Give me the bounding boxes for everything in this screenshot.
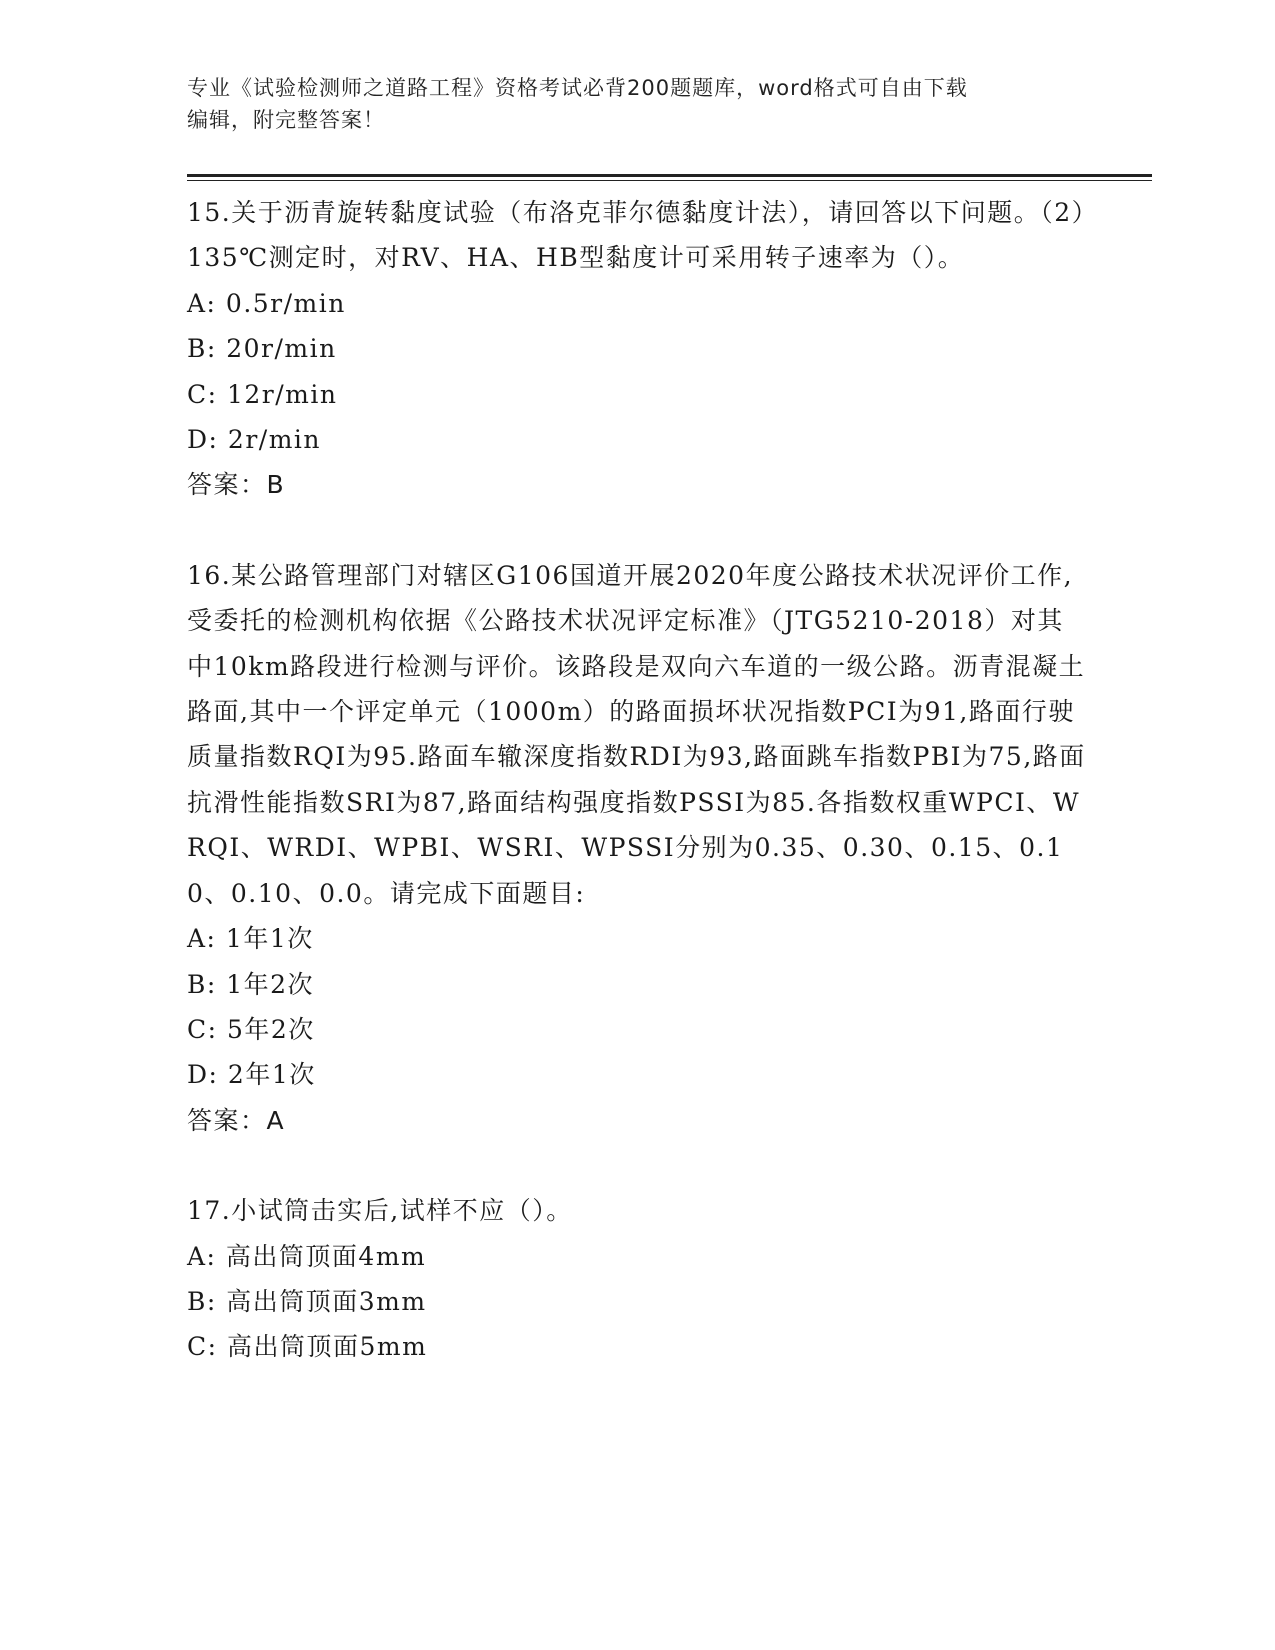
option-b: B: 1年2次 [187, 969, 315, 999]
question-list [187, 190, 1087, 1370]
option-a: A: 0.5r/min [187, 288, 346, 318]
option-a: A: 高出筒顶面4mm [187, 1241, 427, 1271]
question-stem: 17.小试筒击实后,试样不应（）。 [187, 1196, 573, 1226]
question-spacer [187, 508, 1087, 553]
option-a: A: 1年1次 [187, 924, 314, 954]
document-header [187, 72, 1067, 136]
option-c: C: 12r/min [187, 379, 338, 409]
question-stem: 15.关于沥青旋转黏度试验（布洛克菲尔德黏度计法），请回答以下问题。（2）135℃测定时，对RV、HA、HB型黏度计可采用转子速率为（）。 [187, 198, 1086, 273]
question-15 [187, 190, 1087, 508]
option-c: C: 高出筒顶面5mm [187, 1332, 428, 1362]
question-stem: 16.某公路管理部门对辖区G106国道开展2020年度公路技术状况评价工作,受委托的检测机构依据《公路技术状况评定标准》（JTG5210-2018）对其中10km路段进行检测与评价。该路段是双向六车道的一级公路。沥青混凝土路面,其中一个评定单元（1000m）的路面损坏状况指数PCI为91,路面行驶质量指数RQI为95.路面车辙深度指数RDI为93,路面跳车指数PBI为75,路面抗滑性能指数SRI为87,路面结构强度指数PSSI为85.各指数权重WPCI、WRQI、WRDI、WPBI、WSRI、WPSSI分别为0.35、0.30、0.15、0.10、0.10、0.0。请完成下面题目: [187, 560, 1086, 908]
answer-label: 答案：B [187, 470, 286, 500]
question-16 [187, 553, 1087, 1143]
header-line-2: 编辑，附完整答案！ [187, 108, 385, 132]
option-d: D: 2年1次 [187, 1060, 316, 1090]
option-b: B: 高出筒顶面3mm [187, 1286, 427, 1316]
question-17 [187, 1188, 1087, 1370]
question-spacer [187, 1143, 1087, 1188]
header-line-1: 专业《试验检测师之道路工程》资格考试必背200题题库，word格式可自由下载 [187, 76, 968, 100]
header-divider-thick [187, 174, 1152, 177]
answer-label: 答案：A [187, 1105, 286, 1135]
option-c: C: 5年2次 [187, 1014, 315, 1044]
option-d: D: 2r/min [187, 425, 321, 455]
option-b: B: 20r/min [187, 334, 337, 364]
header-divider-thin [187, 180, 1152, 181]
